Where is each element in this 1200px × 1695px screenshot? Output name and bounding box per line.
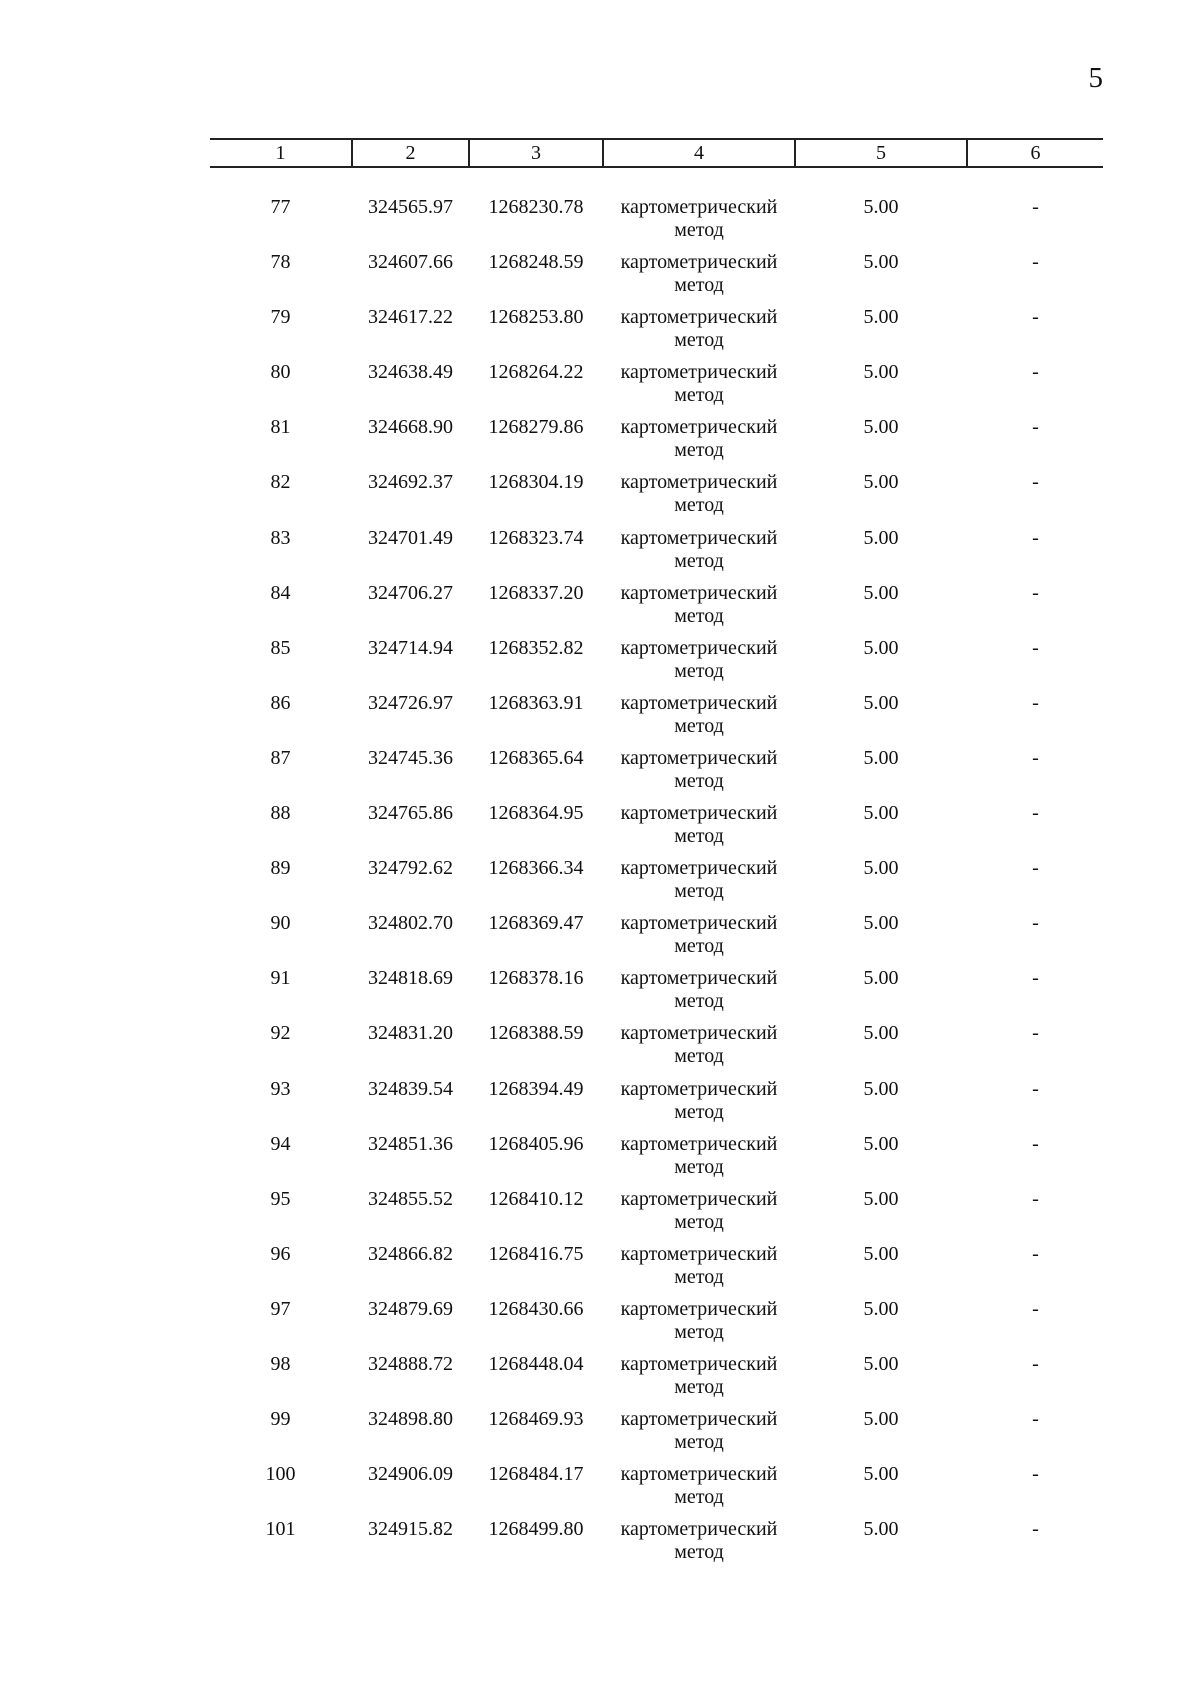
method-cell: [604, 582, 794, 628]
x-coordinate-cell: 324714.94: [368, 636, 453, 659]
table-body: [210, 182, 1103, 1564]
method-line-1: картометрический: [620, 691, 778, 714]
note-cell: -: [1032, 691, 1039, 714]
x-coordinate-cell: 324831.20: [368, 1022, 453, 1045]
method-line-2: метод: [674, 219, 724, 241]
table-row: [210, 898, 1103, 958]
point-number-cell: 80: [270, 361, 291, 384]
method-line-2: метод: [674, 1431, 724, 1454]
method-cell: [604, 1022, 794, 1068]
accuracy-cell: 5.00: [863, 526, 899, 549]
accuracy-cell: 5.00: [863, 1187, 899, 1210]
method-line-1: картометрический: [620, 1297, 778, 1320]
point-number-cell: 77: [270, 196, 291, 218]
method-line-1: картометрический: [620, 802, 778, 825]
point-number-cell: 79: [270, 306, 291, 329]
x-coordinate-cell: 324866.82: [368, 1242, 453, 1265]
point-number-cell: 92: [270, 1022, 291, 1045]
accuracy-cell: 5.00: [863, 691, 899, 714]
point-number-cell: 100: [265, 1463, 296, 1486]
point-number-cell: 83: [270, 526, 291, 549]
y-coordinate-cell: 1268364.95: [488, 802, 584, 825]
column-header-4: 4: [694, 142, 704, 164]
point-number-cell: 78: [270, 251, 291, 274]
table-row: [210, 1119, 1103, 1178]
y-coordinate-cell: 1268499.80: [488, 1518, 584, 1541]
accuracy-cell: 5.00: [863, 746, 899, 769]
point-number-cell: 90: [270, 912, 291, 935]
note-cell: -: [1032, 1242, 1039, 1265]
accuracy-cell: 5.00: [863, 581, 899, 604]
method-cell: [604, 527, 794, 573]
method-line-1: картометрический: [620, 1518, 778, 1541]
table-row: [210, 1229, 1103, 1288]
method-cell: [604, 416, 794, 462]
note-cell: -: [1032, 251, 1039, 274]
x-coordinate-cell: 324906.09: [368, 1463, 453, 1486]
method-cell: [604, 857, 794, 903]
column-header-3: 3: [531, 142, 541, 164]
method-line-2: метод: [674, 549, 724, 572]
method-line-2: метод: [674, 935, 724, 958]
note-cell: -: [1032, 471, 1039, 494]
method-cell: [604, 912, 794, 958]
method-line-1: картометрический: [620, 416, 778, 439]
x-coordinate-cell: 324701.49: [368, 526, 453, 549]
accuracy-cell: 5.00: [863, 912, 899, 935]
accuracy-cell: 5.00: [863, 802, 899, 825]
point-number-cell: 95: [270, 1187, 291, 1210]
x-coordinate-cell: 324765.86: [368, 802, 453, 825]
x-coordinate-cell: 324888.72: [368, 1352, 453, 1375]
note-cell: -: [1032, 1352, 1039, 1375]
point-number-cell: 89: [270, 857, 291, 880]
method-cell: [604, 196, 794, 242]
method-line-1: картометрический: [620, 746, 778, 769]
note-cell: -: [1032, 1077, 1039, 1100]
method-cell: [604, 1298, 794, 1344]
note-cell: -: [1032, 306, 1039, 329]
x-coordinate-cell: 324692.37: [368, 471, 453, 494]
point-number-cell: 87: [270, 746, 291, 769]
y-coordinate-cell: 1268394.49: [488, 1077, 584, 1100]
table-row: [210, 1339, 1103, 1398]
note-cell: -: [1032, 967, 1039, 990]
x-coordinate-cell: 324706.27: [368, 581, 453, 604]
table-row: [210, 623, 1103, 682]
method-cell: [604, 471, 794, 517]
x-coordinate-cell: 324617.22: [368, 306, 453, 329]
accuracy-cell: 5.00: [863, 1297, 899, 1320]
y-coordinate-cell: 1268264.22: [488, 361, 584, 384]
method-line-1: картометрический: [620, 196, 778, 218]
x-coordinate-cell: 324565.97: [368, 196, 453, 218]
table-row: [210, 788, 1103, 848]
method-line-2: метод: [674, 1486, 724, 1509]
table-row: [210, 678, 1103, 737]
method-cell: [604, 251, 794, 297]
column-header-2: 2: [405, 142, 416, 164]
point-number-cell: 99: [270, 1408, 291, 1431]
accuracy-cell: 5.00: [863, 1132, 899, 1155]
method-line-2: метод: [674, 825, 724, 848]
method-line-2: метод: [674, 274, 724, 297]
point-number-cell: 81: [270, 416, 291, 439]
y-coordinate-cell: 1268304.19: [488, 471, 584, 494]
x-coordinate-cell: 324855.52: [368, 1187, 453, 1210]
point-number-cell: 96: [270, 1242, 291, 1265]
accuracy-cell: 5.00: [863, 251, 899, 274]
column-header-5: 5: [876, 142, 886, 164]
point-number-cell: 98: [270, 1352, 291, 1375]
x-coordinate-cell: 324607.66: [368, 251, 453, 274]
table-row: [210, 1008, 1103, 1068]
table-row: [210, 1449, 1103, 1509]
method-line-2: метод: [674, 604, 724, 627]
y-coordinate-cell: 1268365.64: [488, 746, 584, 769]
column-header-1: 1: [275, 142, 286, 164]
accuracy-cell: 5.00: [863, 1408, 899, 1431]
method-line-1: картометрический: [620, 912, 778, 935]
note-cell: -: [1032, 416, 1039, 439]
accuracy-cell: 5.00: [863, 306, 899, 329]
point-number-cell: 101: [265, 1518, 296, 1541]
table-row: [210, 1394, 1103, 1454]
accuracy-cell: 5.00: [863, 361, 899, 384]
x-coordinate-cell: 324898.80: [368, 1408, 453, 1431]
coordinates-table: [210, 138, 1103, 1564]
method-line-1: картометрический: [620, 471, 778, 494]
accuracy-cell: 5.00: [863, 967, 899, 990]
point-number-cell: 97: [270, 1297, 291, 1320]
method-cell: [604, 747, 794, 793]
table-row: [210, 1174, 1103, 1233]
method-line-2: метод: [674, 714, 724, 737]
method-line-1: картометрический: [620, 967, 778, 990]
y-coordinate-cell: 1268416.75: [488, 1242, 584, 1265]
method-line-1: картометрический: [620, 581, 778, 604]
accuracy-cell: 5.00: [863, 857, 899, 880]
method-line-2: метод: [674, 1541, 724, 1564]
method-line-2: метод: [674, 384, 724, 407]
x-coordinate-cell: 324879.69: [368, 1297, 453, 1320]
x-coordinate-cell: 324802.70: [368, 912, 453, 935]
table-row: [210, 1284, 1103, 1343]
method-line-1: картометрический: [620, 1242, 778, 1265]
y-coordinate-cell: 1268366.34: [488, 857, 584, 880]
point-number-cell: 85: [270, 636, 291, 659]
table-row: [210, 292, 1103, 352]
note-cell: -: [1032, 912, 1039, 935]
method-cell: [604, 1188, 794, 1234]
point-number-cell: 86: [270, 691, 291, 714]
table-row: [210, 953, 1103, 1013]
y-coordinate-cell: 1268279.86: [488, 416, 584, 439]
point-number-cell: 91: [270, 967, 291, 990]
y-coordinate-cell: 1268248.59: [488, 251, 584, 274]
x-coordinate-cell: 324638.49: [368, 361, 453, 384]
y-coordinate-cell: 1268378.16: [488, 967, 584, 990]
note-cell: -: [1032, 1518, 1039, 1541]
x-coordinate-cell: 324726.97: [368, 691, 453, 714]
method-line-1: картометрический: [620, 636, 778, 659]
table-row: [210, 1504, 1103, 1564]
note-cell: -: [1032, 1408, 1039, 1431]
note-cell: -: [1032, 526, 1039, 549]
x-coordinate-cell: 324915.82: [368, 1518, 453, 1541]
method-line-1: картометрический: [620, 857, 778, 880]
method-line-1: картометрический: [620, 1077, 778, 1100]
method-line-2: метод: [674, 769, 724, 792]
method-cell: [604, 1353, 794, 1399]
x-coordinate-cell: 324839.54: [368, 1077, 453, 1100]
table-row: [210, 457, 1103, 517]
method-line-2: метод: [674, 329, 724, 352]
y-coordinate-cell: 1268363.91: [488, 691, 584, 714]
method-cell: [604, 1243, 794, 1289]
method-cell: [604, 306, 794, 352]
method-cell: [604, 637, 794, 683]
table-row: [210, 237, 1103, 297]
method-cell: [604, 802, 794, 848]
point-number-cell: 84: [270, 581, 291, 604]
accuracy-cell: 5.00: [863, 636, 899, 659]
method-line-1: картометрический: [620, 306, 778, 329]
method-line-2: метод: [674, 1320, 724, 1343]
point-number-cell: 93: [270, 1077, 291, 1100]
x-coordinate-cell: 324818.69: [368, 967, 453, 990]
method-line-1: картометрический: [620, 1187, 778, 1210]
note-cell: -: [1032, 636, 1039, 659]
method-cell: [604, 1408, 794, 1454]
table-row: [210, 513, 1103, 572]
method-line-2: метод: [674, 494, 724, 517]
method-cell: [604, 1078, 794, 1124]
method-line-1: картометрический: [620, 251, 778, 274]
note-cell: -: [1032, 1022, 1039, 1045]
table-row: [210, 733, 1103, 792]
method-line-2: метод: [674, 1265, 724, 1288]
y-coordinate-cell: 1268469.93: [488, 1408, 584, 1431]
y-coordinate-cell: 1268430.66: [488, 1297, 584, 1320]
note-cell: -: [1032, 1297, 1039, 1320]
method-line-1: картометрический: [620, 526, 778, 549]
table-row: [210, 1064, 1103, 1123]
table-row: [210, 402, 1103, 462]
page-number: 5: [1088, 62, 1103, 94]
note-cell: -: [1032, 581, 1039, 604]
y-coordinate-cell: 1268337.20: [488, 581, 584, 604]
method-line-2: метод: [674, 990, 724, 1013]
point-number-cell: 94: [270, 1132, 291, 1155]
note-cell: -: [1032, 1132, 1039, 1155]
note-cell: -: [1032, 361, 1039, 384]
y-coordinate-cell: 1268369.47: [488, 912, 584, 935]
y-coordinate-cell: 1268484.17: [488, 1463, 584, 1486]
point-number-cell: 88: [270, 802, 291, 825]
method-cell: [604, 361, 794, 407]
x-coordinate-cell: 324792.62: [368, 857, 453, 880]
table-header: [210, 138, 1103, 168]
table-row: [210, 568, 1103, 627]
method-line-2: метод: [674, 439, 724, 462]
method-line-1: картометрический: [620, 1463, 778, 1486]
method-line-2: метод: [674, 1210, 724, 1233]
y-coordinate-cell: 1268448.04: [488, 1352, 584, 1375]
column-header-6: 6: [1030, 142, 1041, 164]
accuracy-cell: 5.00: [863, 471, 899, 494]
y-coordinate-cell: 1268405.96: [488, 1132, 584, 1155]
x-coordinate-cell: 324851.36: [368, 1132, 453, 1155]
method-line-2: метод: [674, 880, 724, 903]
method-line-1: картометрический: [620, 1022, 778, 1045]
method-line-1: картометрический: [620, 361, 778, 384]
y-coordinate-cell: 1268352.82: [488, 636, 584, 659]
accuracy-cell: 5.00: [863, 1242, 899, 1265]
method-cell: [604, 967, 794, 1013]
y-coordinate-cell: 1268323.74: [488, 526, 584, 549]
accuracy-cell: 5.00: [863, 1077, 899, 1100]
y-coordinate-cell: 1268230.78: [488, 196, 584, 218]
accuracy-cell: 5.00: [863, 1518, 899, 1541]
method-line-1: картометрический: [620, 1352, 778, 1375]
method-line-2: метод: [674, 1375, 724, 1398]
x-coordinate-cell: 324745.36: [368, 746, 453, 769]
method-line-2: метод: [674, 1045, 724, 1068]
note-cell: -: [1032, 746, 1039, 769]
x-coordinate-cell: 324668.90: [368, 416, 453, 439]
y-coordinate-cell: 1268410.12: [488, 1187, 584, 1210]
note-cell: -: [1032, 1187, 1039, 1210]
method-line-1: картометрический: [620, 1408, 778, 1431]
method-line-2: метод: [674, 1155, 724, 1178]
accuracy-cell: 5.00: [863, 1463, 899, 1486]
method-cell: [604, 1463, 794, 1509]
note-cell: -: [1032, 196, 1039, 218]
table-row: [210, 182, 1103, 241]
accuracy-cell: 5.00: [863, 196, 899, 218]
note-cell: -: [1032, 857, 1039, 880]
method-cell: [604, 1518, 794, 1564]
note-cell: -: [1032, 1463, 1039, 1486]
method-line-2: метод: [674, 1100, 724, 1123]
method-cell: [604, 1133, 794, 1179]
method-cell: [604, 692, 794, 738]
accuracy-cell: 5.00: [863, 1352, 899, 1375]
note-cell: -: [1032, 802, 1039, 825]
method-line-2: метод: [674, 659, 724, 682]
table-row: [210, 843, 1103, 903]
y-coordinate-cell: 1268388.59: [488, 1022, 584, 1045]
accuracy-cell: 5.00: [863, 1022, 899, 1045]
table-row: [210, 347, 1103, 407]
method-line-1: картометрический: [620, 1132, 778, 1155]
point-number-cell: 82: [270, 471, 291, 494]
y-coordinate-cell: 1268253.80: [488, 306, 584, 329]
accuracy-cell: 5.00: [863, 416, 899, 439]
